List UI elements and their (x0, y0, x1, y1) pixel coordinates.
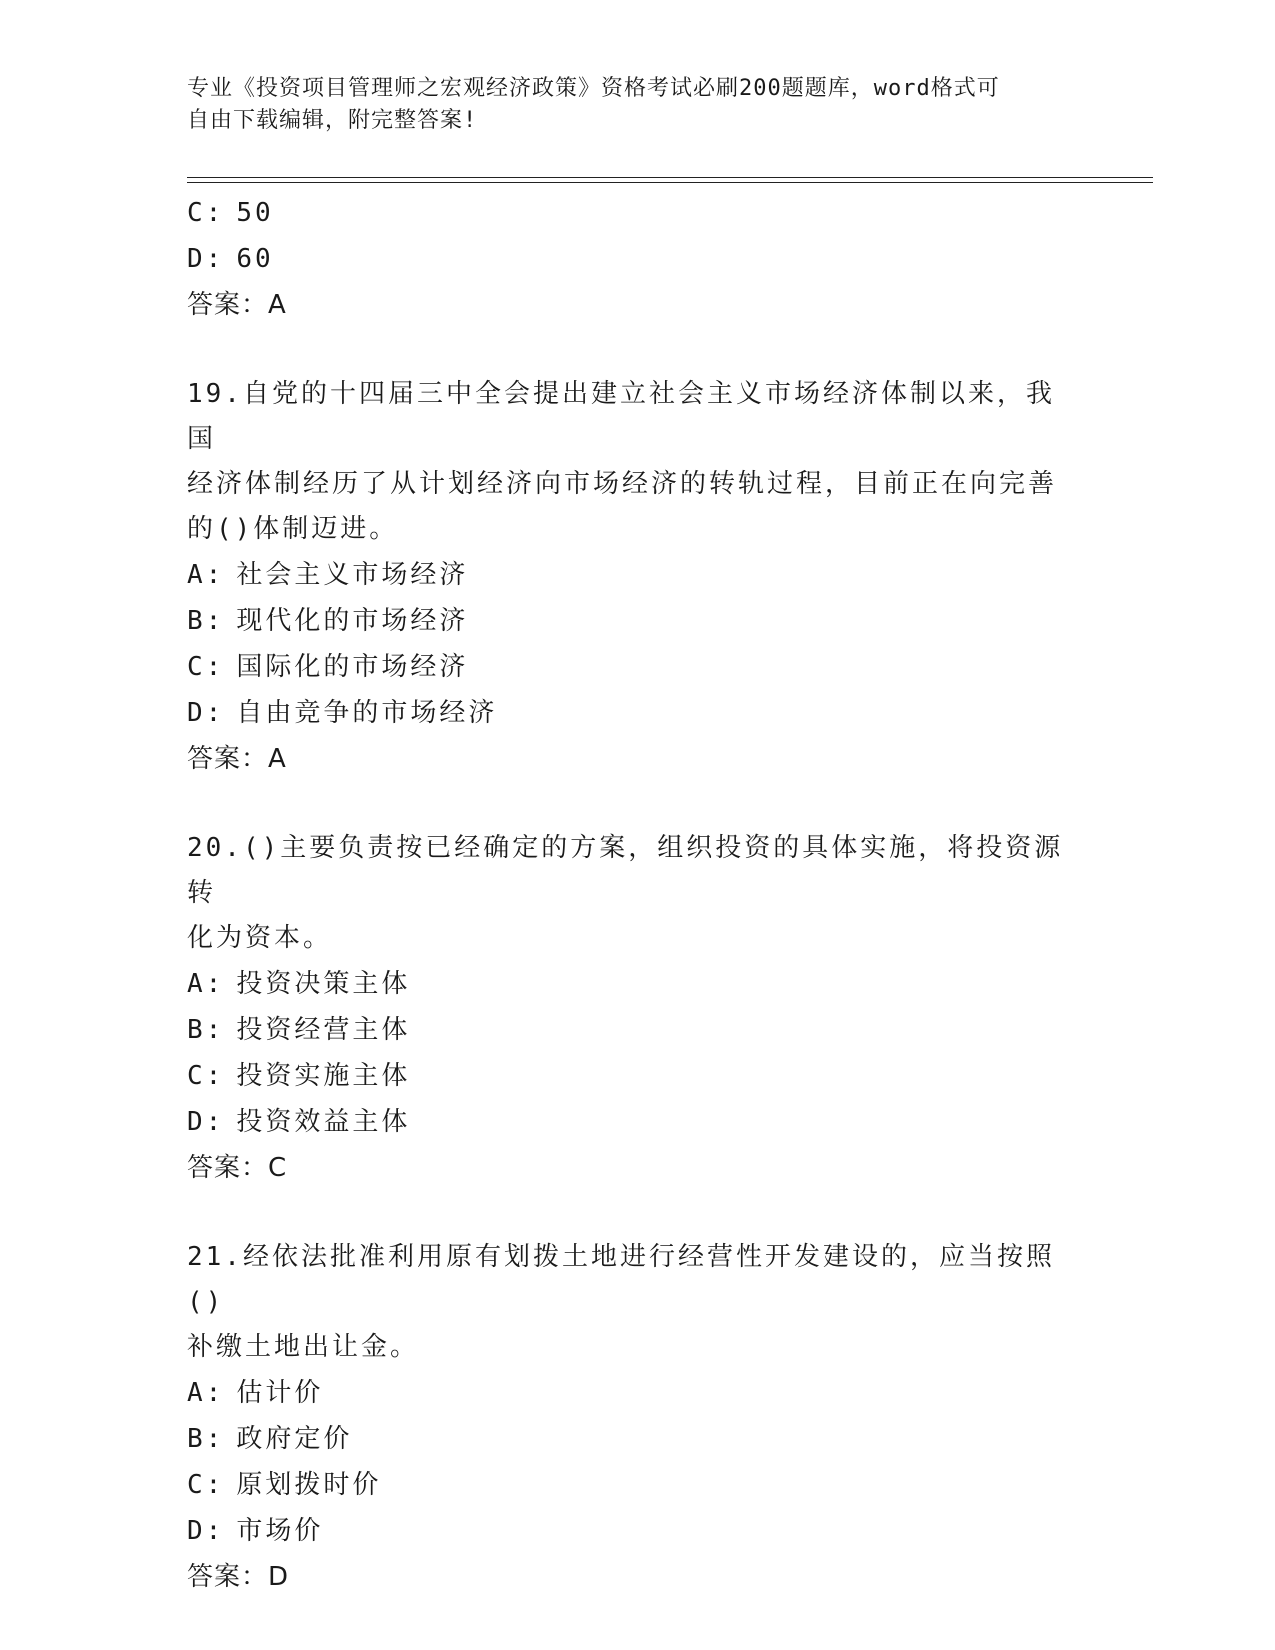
answer-value: A (268, 744, 287, 774)
stem-line: 21.经依法批准利用原有划拨土地进行经营性开发建设的，应当按照() (187, 1242, 1055, 1317)
option-a: A: 投资决策主体 (187, 969, 411, 999)
option-c: C: 投资实施主体 (187, 1061, 411, 1091)
option-b: B: 投资经营主体 (187, 1015, 411, 1045)
stem-line: 化为资本。 (187, 923, 333, 953)
question-21 (187, 1235, 1087, 1600)
stem-line: 补缴土地出让金。 (187, 1332, 420, 1362)
question-20 (187, 826, 1087, 1191)
question-stem (187, 372, 1067, 552)
question-stem (187, 1235, 1067, 1370)
answer-label: 答案： (187, 1153, 269, 1183)
answer-line (187, 736, 1087, 782)
option-a: A: 估计价 (187, 1378, 324, 1408)
stem-line: 经济体制经历了从计划经济向市场经济的转轨过程，目前正在向完善 (187, 469, 1058, 499)
option-a: A: 社会主义市场经济 (187, 560, 469, 590)
question-19 (187, 372, 1087, 782)
question-list (187, 190, 1087, 1600)
question-stem (187, 826, 1067, 961)
option-c: C: 原划拨时价 (187, 1470, 382, 1500)
answer-label: 答案： (187, 744, 269, 774)
option-d: D: 市场价 (187, 1516, 324, 1546)
option-d: D: 60 (187, 244, 274, 274)
answer-line (187, 282, 1087, 328)
answer-label: 答案： (187, 1562, 269, 1592)
stem-line: 20.()主要负责按已经确定的方案，组织投资的具体实施，将投资源转 (187, 833, 1064, 908)
answer-value: A (268, 290, 287, 320)
stem-line: 19.自党的十四届三中全会提出建立社会主义市场经济体制以来，我国 (187, 379, 1055, 454)
option-c: C: 国际化的市场经济 (187, 652, 469, 682)
header-divider-bottom (187, 182, 1153, 183)
header-line-1: 专业《投资项目管理师之宏观经济政策》资格考试必刷200题题库，word格式可 (187, 76, 1000, 101)
document-header (187, 73, 1067, 137)
answer-line (187, 1145, 1087, 1191)
option-b: B: 现代化的市场经济 (187, 606, 469, 636)
option-b: B: 政府定价 (187, 1424, 353, 1454)
stem-line: 的()体制迈进。 (187, 514, 399, 544)
question-18-tail (187, 190, 1087, 328)
option-c: C: 50 (187, 198, 274, 228)
header-line-2: 自由下载编辑，附完整答案! (187, 108, 478, 133)
answer-label: 答案： (187, 290, 269, 320)
option-d: D: 自由竞争的市场经济 (187, 698, 498, 728)
answer-value: D (268, 1562, 290, 1592)
answer-line (187, 1554, 1087, 1600)
option-d: D: 投资效益主体 (187, 1107, 411, 1137)
header-divider-top (187, 177, 1153, 178)
answer-value: C (268, 1153, 288, 1183)
